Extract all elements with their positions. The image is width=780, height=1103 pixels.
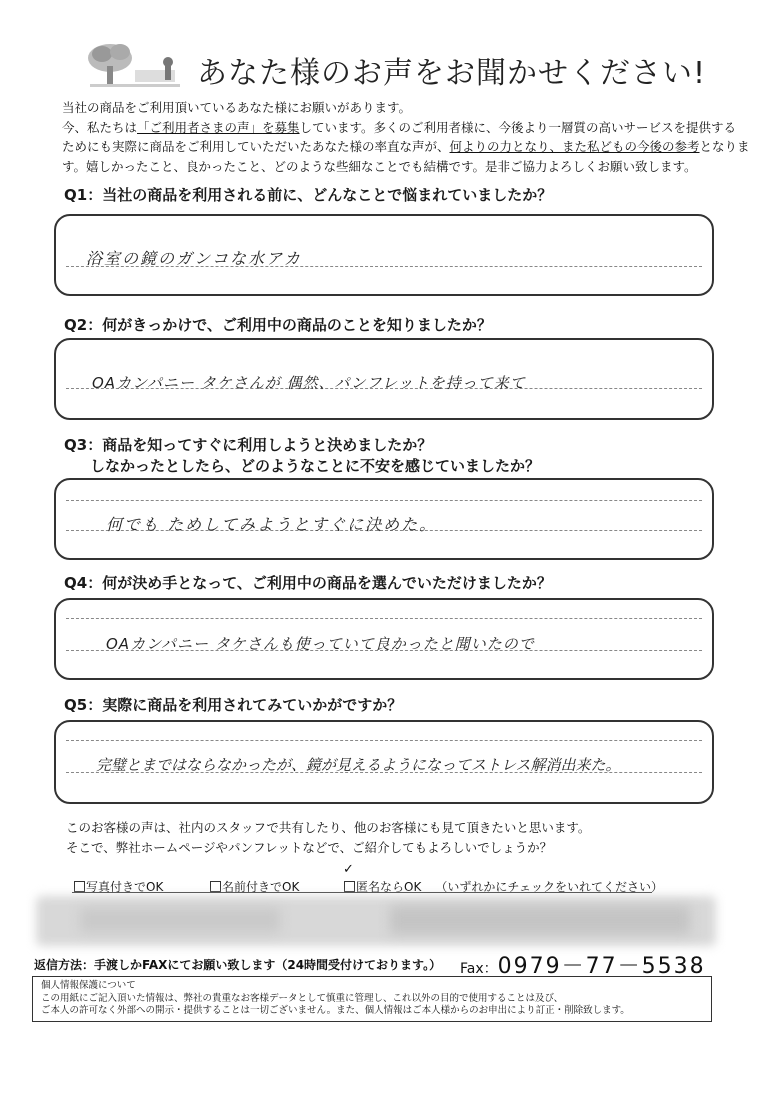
checkbox-note: （いずれかにチェックをいれてください） [435,880,663,894]
question-3-sub: しなかったとしたら、どのようなことに不安を感じていましたか？ [90,457,541,475]
answer-box-4 [54,598,714,680]
answer-5: 完璧とまではならなかったが、鏡が見えるようになってストレス解消出来た。 [96,756,621,774]
question-4: Q4：何が決め手となって、ご利用中の商品を選んでいただけましたか？ [64,574,552,592]
question-5: Q5：実際に商品を利用されてみていかがですか？ [64,696,403,714]
intro-line-2 [62,118,737,138]
answer-box-1 [54,214,714,296]
redacted-address [390,906,690,934]
answer-box-2 [54,338,714,420]
checkbox-anonymous-box[interactable] [344,881,355,892]
checkbox-name-box[interactable] [210,881,221,892]
privacy-title: 個人情報保護について [41,980,136,991]
privacy-notice [32,976,712,1022]
logo-tree-icon [80,40,190,92]
check-underline [72,892,652,893]
question-3: Q3：商品を知ってすぐに利用しようと決めましたか？ [64,436,433,454]
intro-line-4: す。嬉しかったこと、良かったこと、どのような些細なことでも結構です。是非ご協力よろしくお願い致します。 [62,158,697,174]
answer-box-3 [54,478,714,560]
intro-line-3-pre: ためにも実際に商品をご利用していただいたあなた様の率直な声が、 [62,139,450,154]
fax-label: Fax： [460,961,498,977]
intro-line-3 [62,137,750,157]
checkbox-photo-label: 写真付きでOK [86,880,164,894]
intro-line-2-underlined-2: を募集 [262,119,300,135]
checkbox-anonymous-label: 匿名ならOK [356,880,422,894]
answer-1: 浴室の鏡のガンコな水アカ [86,249,302,268]
reply-method: 返信方法：手渡しかFAXにてお願い致します（24時間受付けております。） [34,958,442,972]
consent-line-2: そこで、弊社ホームページやパンフレットなどで、ご紹介してもよろしいでしょうか？ [66,839,553,855]
consent-text [66,818,590,857]
answer-2: OAカンパニー タケさんが 偶然、パンフレットを持って来て [92,374,526,392]
page-title: あなた様のお声をお聞かせください! [197,56,707,91]
privacy-line-1: この用紙にご記入頂いた情報は、弊社の貴重なお客様データとして慎重に管理し、これ以外の目的で使用することは及び、 [41,992,564,1004]
fax-number: 0979－77－5538 [497,954,706,979]
answer-3: 何でも ためしてみようとすぐに決めた。 [106,515,438,534]
checkbox-name-label: 名前付きでOK [222,880,300,894]
check-mark: ✓ [343,862,354,877]
intro-line-3-post: となりま [699,139,750,154]
intro-line-1: 当社の商品をご利用頂いているあなた様にお願いがあります。 [62,100,412,115]
checkbox-photo-box[interactable] [74,881,85,892]
intro-text [62,98,750,176]
privacy-line-2: ご本人の許可なく外部への開示・提供することは一切ございません。また、個人情報はご本人様からのお申出により訂正・削除致します。 [41,1005,630,1016]
consent-line-1: このお客様の声は、社内のスタッフで共有したり、他のお客様にも見て頂きたいと思います。 [66,820,591,835]
intro-line-3-underlined: 何よりの力となり、また私どもの今後の参考 [449,139,700,154]
intro-line-2-pre: 今、私たちは [62,119,138,135]
answer-box-5 [54,720,714,804]
answer-4: OAカンパニー タケさんも使っていて良かったと聞いたので [106,635,535,653]
intro-line-2-underlined: 「ご利用者さまの声」 [137,119,263,135]
question-2: Q2：何がきっかけで、ご利用中の商品のことを知りましたか？ [64,316,492,334]
question-1: Q1：当社の商品を利用される前に、どんなことで悩まれていましたか？ [64,186,553,204]
intro-line-2-post: しています。多くのご利用者様に、今後より一層質の高いサービスを提供する [299,119,737,135]
redacted-name [80,908,280,932]
